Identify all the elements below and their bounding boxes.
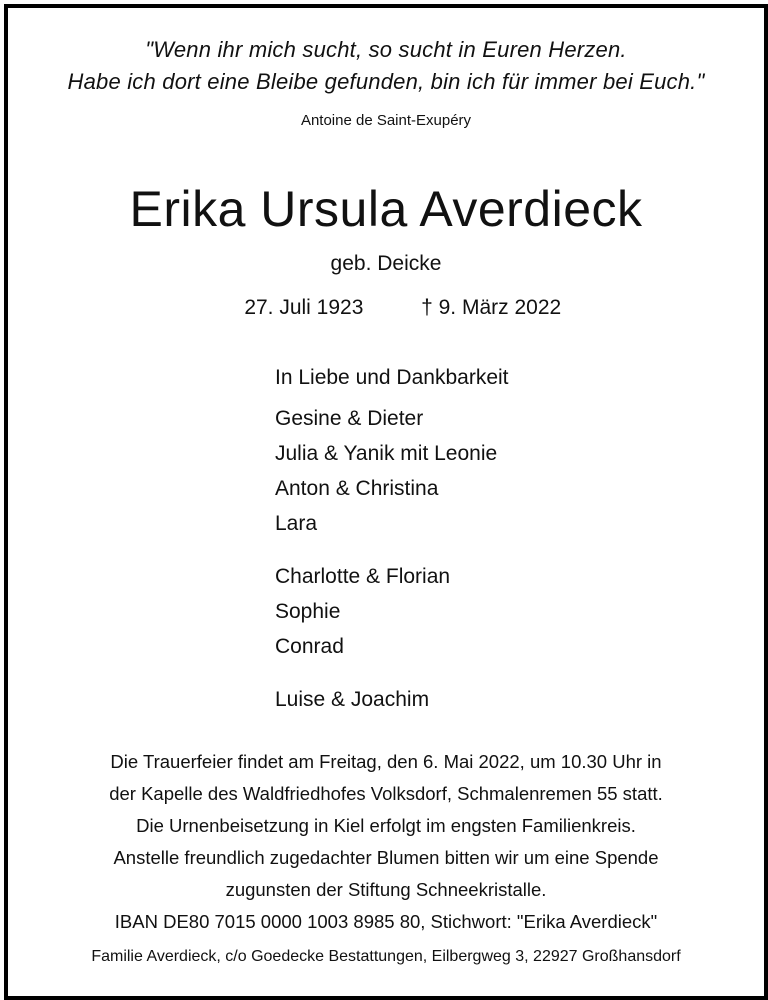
service-line: Die Trauerfeier findet am Freitag, den 6. Mai 2022, um 10.30 Uhr in: [110, 751, 662, 772]
mourner-name: Charlotte & Florian: [275, 565, 451, 588]
birth-name: geb. Deicke: [330, 252, 442, 275]
service-information: [8, 746, 764, 938]
quote-author: Antoine de Saint-Exupéry: [300, 112, 472, 129]
life-dates: [8, 296, 764, 320]
obituary-notice: [8, 8, 764, 996]
mourners-group-2: [275, 559, 450, 664]
birth-date: 27. Juli 1923: [244, 296, 364, 319]
mourner-name: Lara: [275, 512, 318, 535]
family-address: Familie Averdieck, c/o Goedecke Bestattungen, Eilbergweg 3, 22927 Großhansdorf: [91, 948, 681, 965]
service-line: Die Urnenbeisetzung in Kiel erfolgt im engsten Familienkreis.: [136, 815, 636, 836]
bank-details: IBAN DE80 7015 0000 1003 8985 80, Stichwort: "Erika Averdieck": [114, 911, 658, 932]
mourner-name: Luise & Joachim: [275, 688, 430, 711]
quote-line-1: "Wenn ihr mich sucht, so sucht in Euren Herzen.: [145, 37, 627, 62]
epigraph-quote: [8, 34, 764, 98]
mourners-intro: In Liebe und Dankbarkeit: [275, 366, 509, 389]
cross-icon: †: [421, 296, 433, 319]
mourner-name: Conrad: [275, 635, 344, 658]
notice-border: [4, 4, 768, 1000]
mourners-group-3: [275, 682, 429, 717]
quote-line-2: Habe ich dort eine Bleibe gefunden, bin ich für immer bei Euch.": [67, 69, 705, 94]
service-line: Anstelle freundlich zugedachter Blumen bitten wir um eine Spende: [113, 847, 659, 868]
deceased-name: Erika Ursula Averdieck: [129, 181, 643, 237]
death-date: 9. März 2022: [438, 296, 562, 319]
mourner-name: Sophie: [275, 600, 341, 623]
mourners-group-1: [275, 401, 497, 541]
mourner-name: Gesine & Dieter: [275, 407, 424, 430]
service-line: zugunsten der Stiftung Schneekristalle.: [225, 879, 547, 900]
mourner-name: Anton & Christina: [275, 477, 439, 500]
service-line: der Kapelle des Waldfriedhofes Volksdorf, Schmalenremen 55 statt.: [109, 783, 663, 804]
mourner-name: Julia & Yanik mit Leonie: [275, 442, 498, 465]
